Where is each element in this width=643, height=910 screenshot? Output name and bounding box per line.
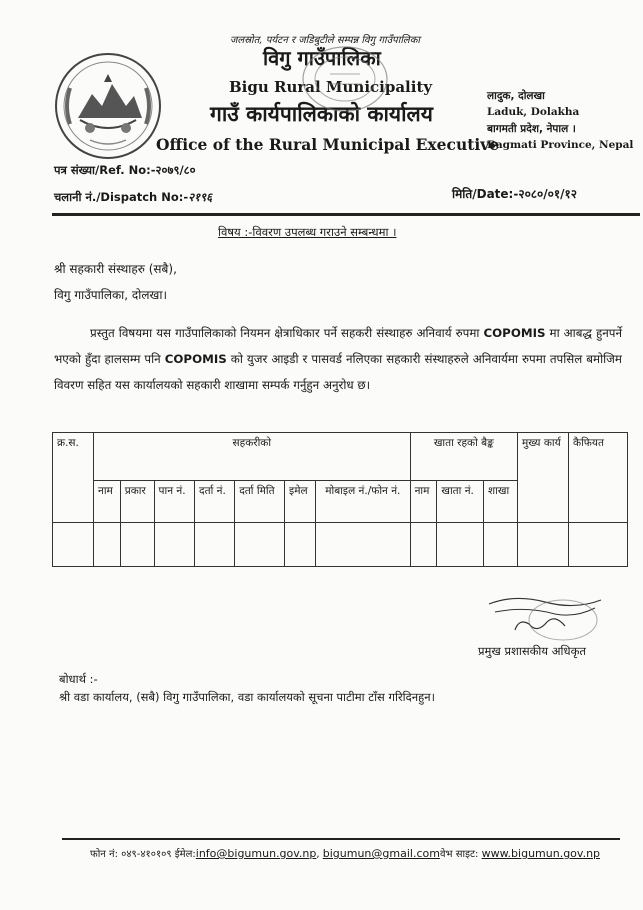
copomis-term-1: COPOMIS <box>483 326 546 340</box>
website-label: वेभ साइट: <box>439 849 482 860</box>
table-row <box>53 523 628 567</box>
copomis-term-2: COPOMIS <box>164 352 227 366</box>
email-label: ईमेल: <box>171 849 196 860</box>
body-text-1: प्रस्तुत विषयमा यस गाउँपालिकाको नियमन क्षेत्राधिकार पर्ने सहकरी संस्थाहरु अनिवार्य रुपमा <box>90 326 480 340</box>
cooperative-details-table <box>52 432 628 567</box>
municipality-name-nepali: विगु गाउँपालिका <box>263 46 381 70</box>
table-header-bank: खाता रहको बैङ्क <box>410 433 517 481</box>
letter-body <box>54 320 622 398</box>
table-subheader-reg-no: दर्ता नं. <box>195 481 235 523</box>
dispatch-label: चलानी नं./Dispatch No:- <box>54 190 189 204</box>
body-text-3: को युजर आइडी र पासवर्ड नलिएका सहकारी संस्थाहरुले अनिवार्यमा रुपमा तपसिल बमोजिम विवरण सहित यस कार्यालयको सहकारी शाखामा सम्पर्क गर्नुहुन अनुरोध छ। <box>54 352 622 392</box>
nepal-emblem-logo-icon <box>50 48 166 164</box>
address-nepali-1: लादुक, दोलखा <box>487 90 545 102</box>
phone-number: ०४९-४१०१०९ <box>121 849 172 860</box>
addressee-line-1: श्री सहकारी संस्थाहरु (सबै), <box>54 262 177 276</box>
motto: जलस्रोत, पर्यटन र जडिबुटीले सम्पन्न विगु गाउँपालिका <box>230 35 420 46</box>
cc-label: बोधार्थ :- <box>59 672 98 686</box>
table-header-cooperative: सहकरीको <box>94 433 411 481</box>
address-nepali-2: बागमती प्रदेश, नेपाल । <box>487 123 576 135</box>
date-label: मिति/Date:- <box>452 187 519 201</box>
table-subheader-pan: पान नं. <box>154 481 194 523</box>
date-value: २०८०/०१/१२ <box>518 187 578 201</box>
reference-value: २०७९/८० <box>155 163 196 177</box>
body-text-2: मा आबद्ध हुनपर्ने भएको हुँदा हालसम्म पनि <box>54 326 622 366</box>
addressee-line-2: विगु गाउँपालिका, दोलखा। <box>54 288 168 302</box>
office-name-nepali: गाउँ कार्यपालिकाको कार्यालय <box>210 102 433 126</box>
email-separator: , <box>316 849 323 860</box>
website-link[interactable]: www.bigumun.gov.np <box>481 847 601 860</box>
cc-text: श्री वडा कार्यालय, (सबै) विगु गाउँपालिका, वडा कार्यालयको सूचना पाटीमा टाँस गरिदिनहुन। <box>59 690 435 704</box>
address-english-2: Bagmati Province, Nepal <box>487 139 634 151</box>
office-name-english: Office of the Rural Municipal Executive <box>156 135 500 154</box>
reference-number <box>54 163 196 178</box>
footer-divider <box>62 838 620 840</box>
signature-icon <box>485 590 605 652</box>
table-header-sn: क्र.स. <box>53 433 94 523</box>
dispatch-value: २१९६ <box>188 190 213 204</box>
table-subheader-mobile: मोबाइल नं./फोन नं. <box>316 481 411 523</box>
signatory-title: प्रमुख प्रशासकीय अधिकृत <box>478 644 586 658</box>
reference-label: पत्र संख्या/Ref. No:- <box>54 163 156 177</box>
table-subheader-branch: शाखा <box>484 481 518 523</box>
table-subheader-type: प्रकार <box>120 481 154 523</box>
table-subheader-reg-date: दर्ता मिति <box>235 481 285 523</box>
table-header-main-work: मुख्य कार्य <box>518 433 569 523</box>
letter-date <box>452 185 577 202</box>
table-subheader-bank-name: नाम <box>410 481 437 523</box>
footer-contact <box>90 846 600 860</box>
dispatch-number <box>54 190 212 205</box>
email-link-1[interactable]: info@bigumun.gov.np <box>195 847 317 860</box>
table-header-remarks: कैफियत <box>569 433 628 523</box>
address-english-1: Laduk, Dolakha <box>487 106 580 118</box>
phone-label: फोन नं: <box>90 849 122 860</box>
table-subheader-account-no: खाता नं. <box>437 481 484 523</box>
municipality-name-english: Bigu Rural Municipality <box>229 78 433 96</box>
office-stamp-icon <box>300 44 390 114</box>
table-subheader-email: इमेल <box>285 481 316 523</box>
email-link-2[interactable]: bigumun@gmail.com <box>322 847 440 860</box>
header-divider <box>52 213 640 216</box>
letter-subject: विषय :-विवरण उपलब्ध गराउने सम्बन्धमा । <box>218 225 397 239</box>
table-subheader-name: नाम <box>94 481 121 523</box>
